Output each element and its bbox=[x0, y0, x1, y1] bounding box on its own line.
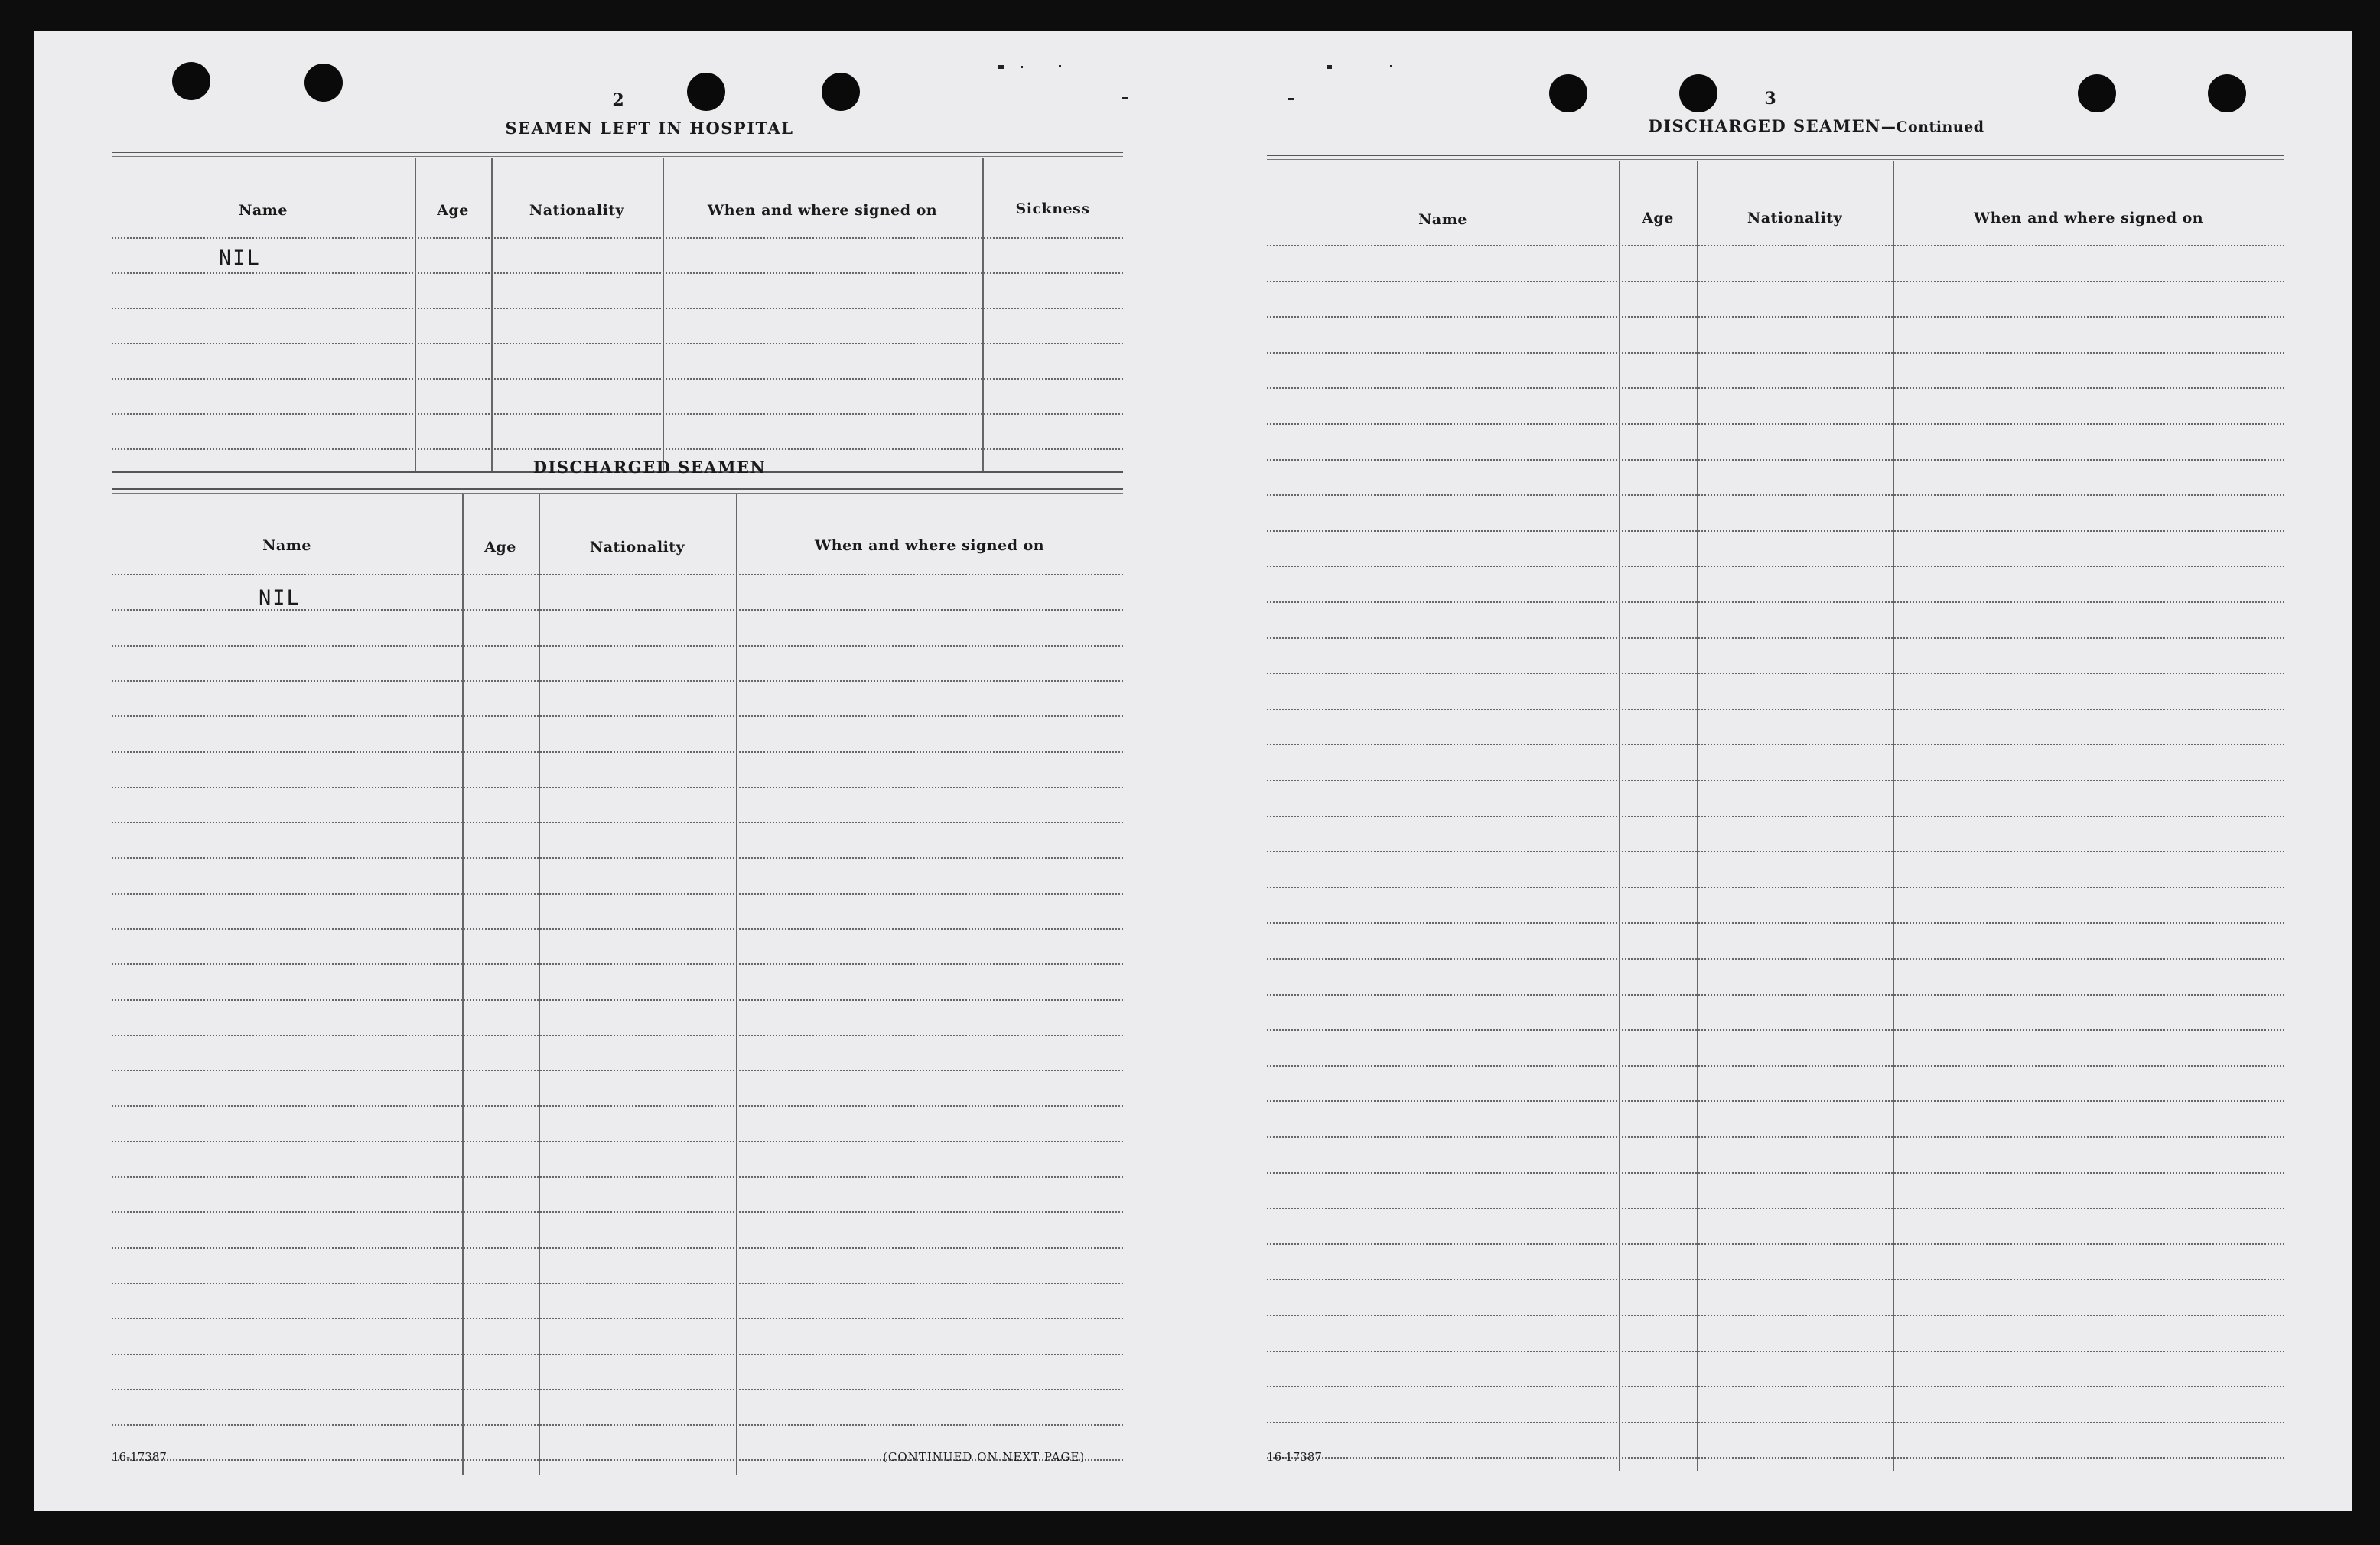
row-line bbox=[1267, 1279, 2284, 1280]
ink-speck bbox=[1288, 98, 1294, 100]
column-header-age: Age bbox=[437, 202, 469, 219]
discharged-continued-title-text: DISCHARGED SEAMEN bbox=[1648, 116, 1881, 135]
punch-hole bbox=[2208, 74, 2246, 112]
hospital-table bbox=[112, 152, 1123, 474]
ink-speck bbox=[1021, 66, 1023, 68]
continued-note: (CONTINUED ON NEXT PAGE) bbox=[883, 1450, 1086, 1464]
row-line bbox=[112, 645, 1123, 647]
row-line bbox=[112, 1035, 1123, 1036]
row-line bbox=[1267, 673, 2284, 674]
row-line bbox=[112, 1141, 1123, 1142]
row-line bbox=[112, 308, 1123, 309]
row-line bbox=[1267, 922, 2284, 924]
row-line bbox=[112, 999, 1123, 1001]
row-line bbox=[112, 857, 1123, 859]
column-divider bbox=[539, 494, 540, 1475]
column-header-age: Age bbox=[1642, 210, 1674, 227]
column-divider bbox=[982, 158, 984, 471]
column-header-when-where: When and where signed on bbox=[814, 537, 1045, 554]
row-line bbox=[1267, 601, 2284, 603]
ink-speck bbox=[1327, 65, 1332, 69]
row-line bbox=[112, 448, 1123, 450]
row-line bbox=[112, 1070, 1123, 1071]
row-line bbox=[1267, 994, 2284, 996]
row-line bbox=[112, 1283, 1123, 1284]
page-number-left: 2 bbox=[612, 90, 624, 110]
ink-speck bbox=[1390, 65, 1392, 67]
punch-hole bbox=[2078, 74, 2116, 112]
hospital-entry-name: NIL bbox=[219, 246, 261, 270]
row-line bbox=[112, 822, 1123, 823]
row-line bbox=[1267, 387, 2284, 389]
row-line bbox=[1267, 887, 2284, 888]
discharged-section-title: DISCHARGED SEAMEN bbox=[532, 458, 767, 477]
ink-speck bbox=[998, 65, 1004, 69]
column-header-name: Name bbox=[1418, 211, 1467, 228]
column-divider bbox=[415, 158, 416, 471]
punch-hole bbox=[822, 73, 860, 111]
column-header-name: Name bbox=[262, 537, 311, 554]
row-line bbox=[112, 1389, 1123, 1390]
row-line bbox=[1267, 423, 2284, 425]
row-line bbox=[112, 1247, 1123, 1249]
row-line bbox=[112, 237, 1123, 239]
row-line bbox=[112, 1318, 1123, 1319]
column-header-sickness: Sickness bbox=[1015, 200, 1090, 217]
column-header-nationality: Nationality bbox=[529, 202, 625, 219]
row-line bbox=[112, 378, 1123, 380]
row-line bbox=[112, 1105, 1123, 1107]
continued-suffix: —Continued bbox=[1880, 119, 1984, 135]
row-line bbox=[112, 343, 1123, 344]
row-line bbox=[1267, 245, 2284, 246]
row-line bbox=[112, 1354, 1123, 1355]
row-line bbox=[1267, 780, 2284, 781]
row-line bbox=[112, 574, 1123, 575]
punch-hole bbox=[1549, 74, 1587, 112]
discharged-continued-table bbox=[1267, 155, 2284, 1472]
column-header-name: Name bbox=[239, 202, 288, 219]
row-line bbox=[1267, 1315, 2284, 1316]
row-line bbox=[112, 609, 1123, 611]
form-number-left: 16-17387 bbox=[112, 1450, 167, 1464]
ink-speck bbox=[1122, 97, 1128, 99]
row-line bbox=[1267, 1029, 2284, 1031]
column-header-age: Age bbox=[484, 539, 516, 556]
row-line bbox=[112, 680, 1123, 682]
column-header-nationality: Nationality bbox=[589, 539, 685, 556]
row-line bbox=[1267, 744, 2284, 745]
column-header-when-where: When and where signed on bbox=[1973, 210, 2204, 227]
row-line bbox=[1267, 1422, 2284, 1423]
row-line bbox=[1267, 352, 2284, 354]
row-line bbox=[1267, 816, 2284, 817]
row-line bbox=[112, 1424, 1123, 1426]
row-line bbox=[1267, 1100, 2284, 1102]
row-line bbox=[1267, 1243, 2284, 1245]
column-divider bbox=[736, 494, 737, 1475]
row-line bbox=[1267, 494, 2284, 496]
punch-hole bbox=[687, 73, 725, 111]
row-line bbox=[1267, 459, 2284, 461]
discharged-entry-name: NIL bbox=[259, 586, 301, 610]
form-number-right: 16-17387 bbox=[1267, 1450, 1322, 1464]
row-line bbox=[1267, 851, 2284, 852]
row-line bbox=[1267, 1351, 2284, 1352]
row-line bbox=[1267, 1136, 2284, 1138]
column-header-nationality: Nationality bbox=[1747, 210, 1843, 227]
row-line bbox=[112, 1176, 1123, 1178]
discharged-table bbox=[112, 488, 1123, 1477]
row-line bbox=[1267, 1457, 2284, 1459]
hospital-section-title: SEAMEN LEFT IN HOSPITAL bbox=[505, 119, 794, 138]
row-line bbox=[112, 963, 1123, 965]
punch-hole bbox=[1679, 74, 1717, 112]
column-header-when-where: When and where signed on bbox=[707, 202, 938, 219]
row-line bbox=[112, 272, 1123, 274]
row-line bbox=[112, 751, 1123, 753]
row-line bbox=[112, 928, 1123, 930]
row-line bbox=[112, 413, 1123, 415]
row-line bbox=[1267, 1386, 2284, 1387]
row-line bbox=[1267, 281, 2284, 282]
row-line bbox=[112, 1211, 1123, 1213]
column-divider bbox=[663, 158, 664, 471]
punch-hole bbox=[304, 64, 343, 102]
ink-speck bbox=[1059, 65, 1061, 67]
row-line bbox=[1267, 530, 2284, 532]
page-number-right: 3 bbox=[1764, 89, 1776, 109]
document-sheet bbox=[34, 31, 2352, 1511]
row-line bbox=[1267, 1172, 2284, 1174]
row-line bbox=[1267, 566, 2284, 567]
row-line bbox=[1267, 709, 2284, 710]
row-line bbox=[112, 715, 1123, 717]
row-line bbox=[1267, 1208, 2284, 1209]
discharged-continued-title bbox=[1533, 116, 2099, 135]
row-line bbox=[1267, 958, 2284, 960]
column-divider bbox=[491, 158, 493, 471]
row-line bbox=[1267, 1065, 2284, 1067]
row-line bbox=[1267, 316, 2284, 318]
row-line bbox=[1267, 637, 2284, 639]
row-line bbox=[112, 787, 1123, 788]
row-line bbox=[112, 893, 1123, 895]
punch-hole bbox=[172, 62, 210, 100]
column-divider bbox=[462, 494, 464, 1475]
